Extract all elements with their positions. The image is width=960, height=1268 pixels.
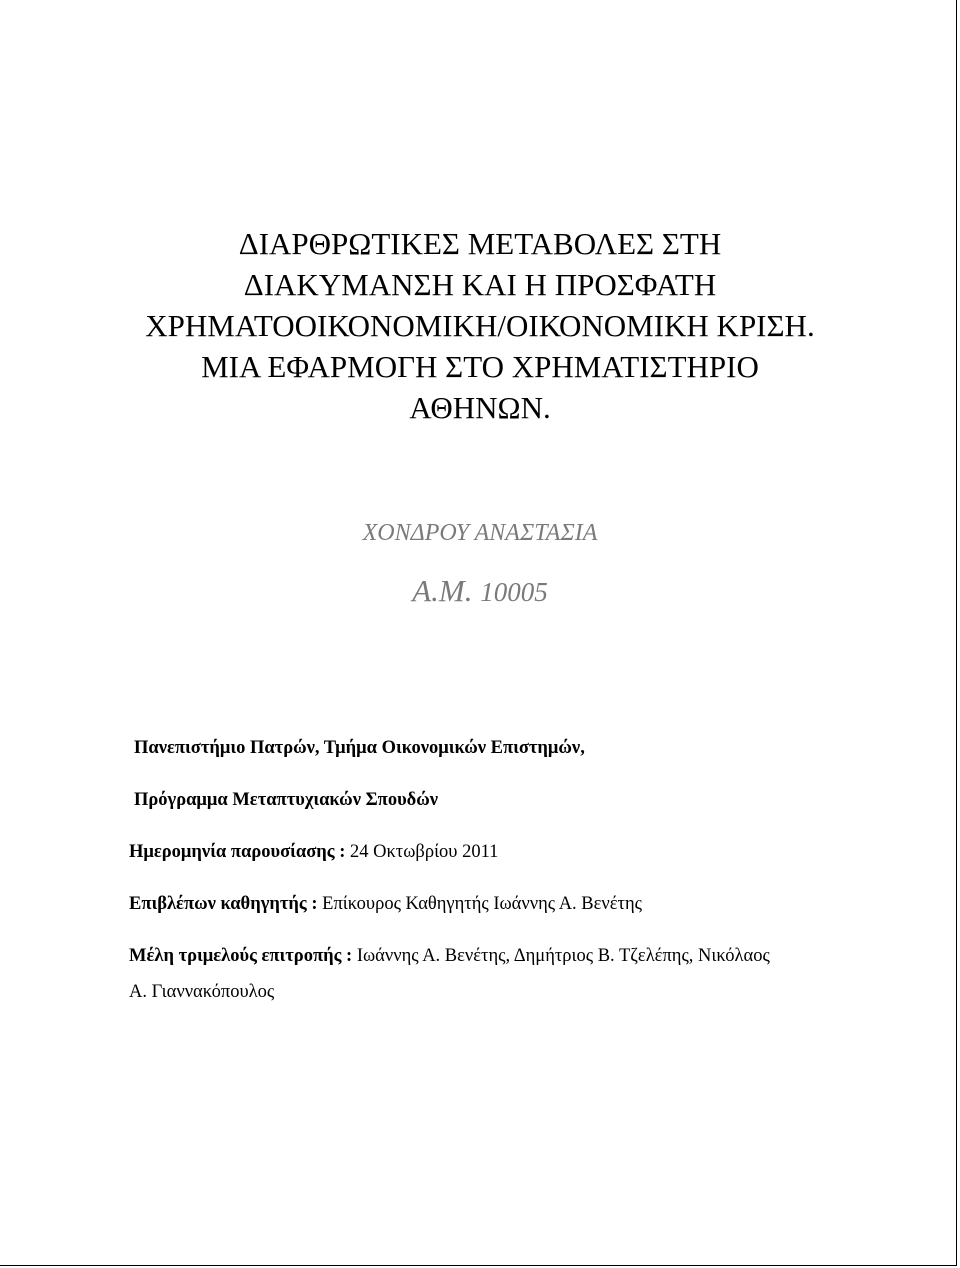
university-line: Πανεπιστήμιο Πατρών, Τμήμα Οικονομικών Επιστημών, <box>134 738 585 758</box>
presentation-date <box>129 840 498 864</box>
committee-value: Ιωάννης Α. Βενέτης, Δημήτριος Β. Τζελέπης, Νικόλαος <box>356 946 770 966</box>
registration-value: 10005 <box>480 577 548 607</box>
program-line: Πρόγραμμα Μεταπτυχιακών Σπουδών <box>134 790 439 810</box>
committee <box>129 944 770 968</box>
supervisor-value: Επίκουρος Καθηγητής Ιωάννης Α. Βενέτης <box>322 894 642 914</box>
title-line: ΔΙΑΚΥΜΑΝΣΗ ΚΑΙ Η ΠΡΟΣΦΑΤΗ <box>243 267 717 302</box>
supervisor <box>129 892 642 916</box>
committee-continued: Α. Γιαννακόπουλος <box>129 982 275 1002</box>
title-line: ΜΙΑ ΕΦΑΡΜΟΓΗ ΣΤΟ ΧΡΗΜΑΤΙΣΤΗΡΙΟ <box>201 349 759 384</box>
supervisor-label: Επιβλέπων καθηγητής : <box>129 894 318 914</box>
committee-label: Μέλη τριμελούς επιτροπής : <box>129 946 353 966</box>
title-line: ΑΘΗΝΩΝ. <box>409 390 551 425</box>
title-line: ΔΙΑΡΘΡΩΤΙΚΕΣ ΜΕΤΑΒΟΛΕΣ ΣΤΗ <box>238 226 722 261</box>
registration-label: Α.Μ. <box>412 573 473 608</box>
presentation-date-value: 24 Οκτωβρίου 2011 <box>350 842 499 862</box>
author-name: ΧΟΝΔΡΟΥ ΑΝΑΣΤΑΣΙΑ <box>362 520 598 546</box>
title-line: ΧΡΗΜΑΤΟΟΙΚΟΝΟΜΙΚΗ/ΟΙΚΟΝΟΜΙΚΗ ΚΡΙΣΗ. <box>145 308 815 343</box>
thesis-title <box>0 223 960 428</box>
presentation-date-label: Ημερομηνία παρουσίασης : <box>129 842 346 862</box>
registration-number <box>0 573 960 610</box>
